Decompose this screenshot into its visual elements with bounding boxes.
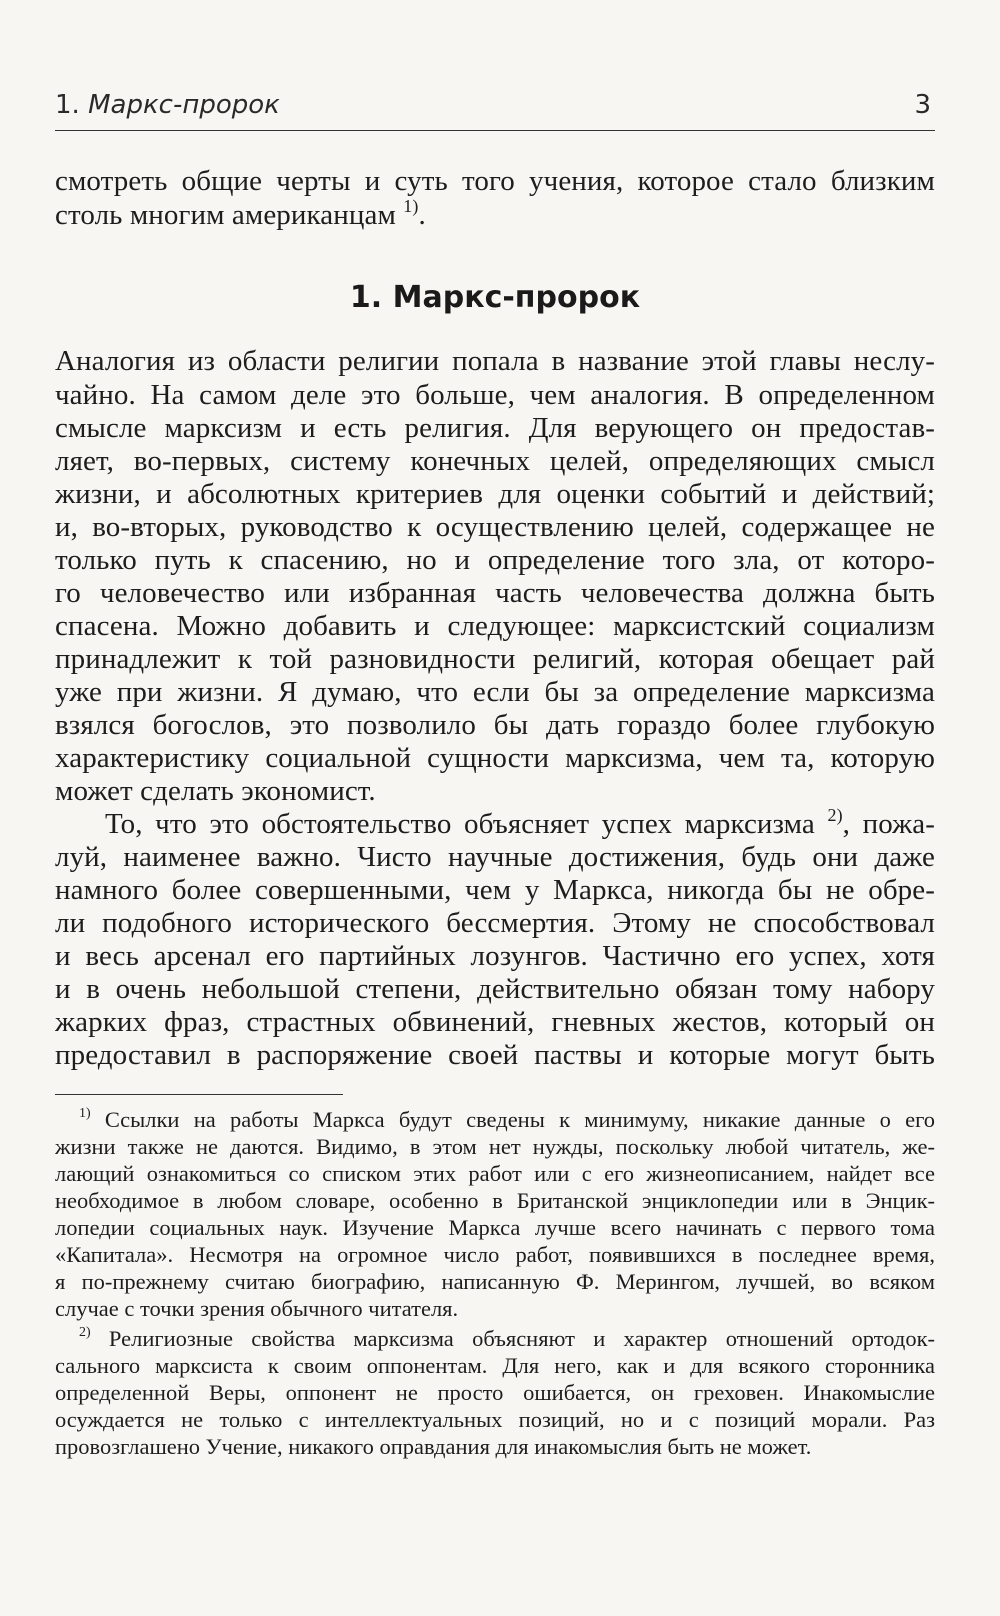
footnote-line: осуждается не только с интеллектуальных позиций, но и с позиций морали. Раз <box>55 1407 935 1432</box>
text-line-end: , пожа- <box>842 808 935 840</box>
running-header <box>55 84 935 131</box>
text-line: спасена. Можно добавить и следующее: марксистский социализм <box>55 610 935 642</box>
footnote-line: лопедии социальных наук. Изучение Маркса лучше всего начинать с первого тома <box>55 1215 935 1240</box>
footnote-line: жизни также не даются. Видимо, в этом нет нужды, поскольку любой читатель, же- <box>55 1134 935 1159</box>
footnote-line: случае с точки зрения обычного читателя. <box>55 1296 459 1321</box>
text-line <box>55 807 935 841</box>
text-line: может сделать экономист. <box>55 775 376 807</box>
footnote-divider <box>55 1094 343 1095</box>
text-line: характеристику социальной сущности марксизма, чем та, которую <box>55 742 935 774</box>
footnote-line: необходимое в любом словаре, особенно в Британской энциклопедии или в Энцик- <box>55 1188 935 1213</box>
footnote-ref-1: 1) <box>403 198 419 216</box>
footnote-line: лающий ознакомиться со списком этих работ или с его жизнеописанием, найдет все <box>55 1161 935 1186</box>
footnote-line: сального марксиста к своим оппонентам. Для него, как и для всякого сторонника <box>55 1353 935 1378</box>
page-number: 3 <box>914 90 931 120</box>
section-heading: 1. Маркс-пророк <box>349 280 641 315</box>
running-header-chapter: 1. <box>55 90 80 120</box>
text-line-end: . <box>418 199 426 231</box>
text-line: ли подобного исторического бессмертия. Этому не способствовал <box>55 907 935 939</box>
text-line: чайно. На самом деле это больше, чем аналогия. В определенном <box>55 379 935 411</box>
text-line: жарких фраз, страстных обвинений, гневных жестов, который он <box>55 1006 935 1038</box>
text-line <box>55 198 935 232</box>
footnote-line: я по-прежнему считаю биографию, написанную Ф. Мерингом, лучшей, во всяком <box>55 1269 935 1294</box>
footnote-line: «Капитала». Несмотря на огромное число работ, появившихся в последнее время, <box>55 1242 935 1267</box>
text-line: го человечество или избранная часть человечества должна быть <box>55 577 935 609</box>
footnote-marker-1: 1) <box>79 1106 91 1122</box>
text-line: принадлежит к той разновидности религий, которая обещает рай <box>55 643 935 675</box>
text-line: жизни, и абсолютных критериев для оценки событий и действий; <box>55 478 935 510</box>
running-header-chapter-title: Маркс-пророк <box>88 90 280 120</box>
text-line: намного более совершенными, чем у Маркса, никогда бы не обре- <box>55 874 935 906</box>
footnote-text: Религиозные свойства марксизма объясняют и характер отношений ортодок- <box>108 1326 935 1351</box>
text-line: смысле марксизм и есть религия. Для верующего он предостав- <box>55 412 935 444</box>
text-line: и весь арсенал его партийных лозунгов. Частично его успех, хотя <box>55 940 935 972</box>
footnote-marker-2: 2) <box>79 1325 91 1341</box>
footnote-line: провозглашено Учение, никакого оправдания для инакомыслия быть не может. <box>55 1434 812 1459</box>
text-line: луй, наименее важно. Чисто научные достижения, будь они даже <box>55 841 935 873</box>
text-line: уже при жизни. Я думаю, что если бы за определение марксизма <box>55 676 935 708</box>
text-line: предоставил в распоряжение своей паствы и которые могут быть <box>55 1039 935 1071</box>
text-line: ляет, во-первых, систему конечных целей, определяющих смысл <box>55 445 935 477</box>
text-line-content: То, что это обстоятельство объясняет успех марксизма <box>105 808 815 840</box>
text-line-content: столь многим американцам <box>55 199 396 231</box>
text-line: и в очень небольшой степени, действительно обязан тому набору <box>55 973 935 1005</box>
text-line: Аналогия из области религии попала в название этой главы неслу- <box>55 345 935 377</box>
footnote-text: Ссылки на работы Маркса будут сведены к минимуму, никакие данные о его <box>104 1107 935 1132</box>
running-header-title <box>55 90 280 120</box>
footnote-line <box>55 1325 935 1353</box>
footnote-line <box>55 1106 935 1134</box>
footnote-line: определенной Веры, оппонент не просто ошибается, он греховен. Инакомыслие <box>55 1380 935 1405</box>
text-line: только путь к спасению, но и определение того зла, от которо- <box>55 544 935 576</box>
text-line: и, во-вторых, руководство к осуществлению целей, содержащее не <box>55 511 935 543</box>
footnote-ref-2: 2) <box>827 807 843 825</box>
text-line: взялся богослов, это позволило бы дать гораздо более глубокую <box>55 709 935 741</box>
text-line: смотреть общие черты и суть того учения, которое стало близким <box>55 165 935 197</box>
